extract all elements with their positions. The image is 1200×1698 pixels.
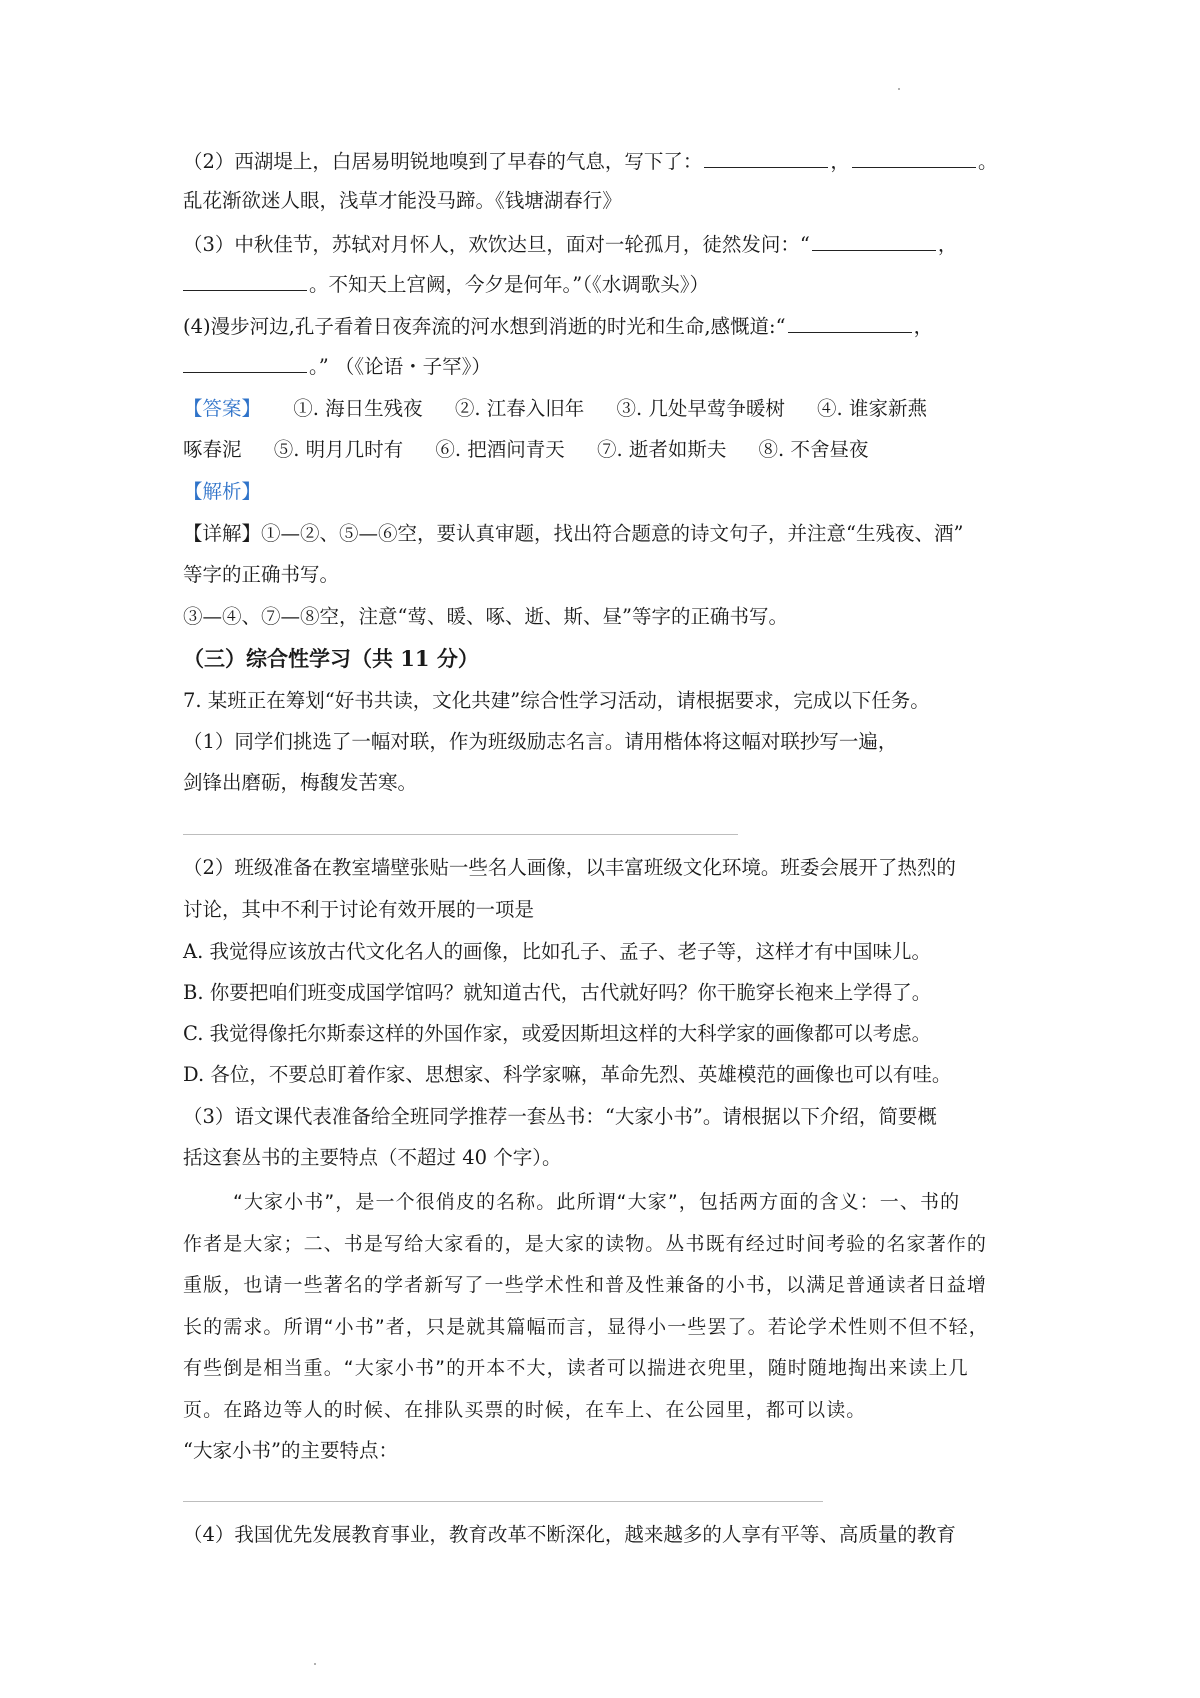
passage-line: 重版，也请一些著名的学者新写了一些学术性和普及性兼备的小书，以满足普通读者日益增	[183, 1274, 988, 1296]
scan-speck	[314, 1663, 316, 1665]
answer-blank[interactable]	[812, 228, 936, 251]
passage-line: 长的需求。所谓“小书”者，只是就其篇幅而言，显得小一些罢了。若论学术性则不但不轻，	[183, 1316, 989, 1338]
answer-item: ⑤. 明月几时有	[273, 438, 404, 461]
answer-blank[interactable]	[852, 145, 976, 168]
answer-item: ③. 几处早莺争暖树	[616, 397, 785, 420]
answer-line-2	[183, 435, 868, 465]
question-7-part-2-line-1: （2）班级准备在教室墙壁张贴一些名人画像，以丰富班级文化环境。班委会展开了热烈的	[183, 856, 956, 879]
answer-blank[interactable]	[788, 310, 912, 333]
writing-line[interactable]	[183, 834, 738, 835]
answer-item: ⑧. 不舍昼夜	[758, 438, 869, 461]
analysis-detail-line-3: ③—④、⑦—⑧空，注意“莺、暖、啄、逝、斯、昼”等字的正确书写。	[183, 605, 788, 628]
answer-item: ①. 海日生残夜	[293, 397, 423, 420]
answer-item: ②. 江春入旧年	[454, 397, 585, 420]
question-7-part-3-line-1: （3）语文课代表准备给全班同学推荐一套丛书：“大家小书”。请根据以下介绍，简要概	[183, 1105, 937, 1128]
answer-blank[interactable]	[704, 145, 828, 168]
question-7-part-1-line-1: （1）同学们挑选了一幅对联，作为班级励志名言。请用楷体将这幅对联抄写一遍，	[183, 730, 898, 753]
question-7-part-1-line-2: 剑锋出磨砺，梅馥发苦寒。	[183, 771, 418, 794]
analysis-detail-line-2: 等字的正确书写。	[183, 563, 340, 586]
answer-item: ⑥. 把酒问青天	[435, 438, 565, 461]
analysis-detail-line-1: 【详解】①—②、⑤—⑥空，要认真审题，找出符合题意的诗文句子，并注意“生残夜、酒”	[183, 522, 964, 545]
answer-item: ④. 谁家新燕	[817, 397, 927, 420]
answer-tag: 【答案】	[183, 397, 262, 420]
question-3-line-2: 。不知天上宫阙，今夕是何年。”（《水调歌头》）	[183, 268, 709, 300]
option-b[interactable]: B. 你要把咱们班变成国学馆吗？就知道古代，古代就好吗？你干脆穿长袍来上学得了。	[183, 981, 932, 1004]
question-7-stem: 7. 某班正在筹划“好书共读，文化共建”综合性学习活动，请根据要求，完成以下任务。	[183, 689, 930, 712]
section-3-title: （三）综合性学习（共 11 分）	[183, 646, 479, 671]
question-2-line-2: 乱花渐欲迷人眼，浅草才能没马蹄。《钱塘湖春行》	[183, 189, 622, 212]
writing-line[interactable]	[183, 1501, 823, 1502]
answer-blank[interactable]	[183, 350, 307, 373]
answer-blank[interactable]	[183, 268, 307, 291]
option-a[interactable]: A. 我觉得应该放古代文化名人的画像，比如孔子、孟子、老子等，这样才有中国味儿。	[183, 940, 931, 963]
question-7-part-2-line-2: 讨论，其中不利于讨论有效开展的一项是	[183, 898, 535, 921]
question-3-line-1: （3）中秋佳节，苏轼对月怀人，欢饮达旦，面对一轮孤月，徒然发问：“ ，	[183, 228, 957, 260]
question-7-part-3-prompt: “大家小书”的主要特点：	[183, 1439, 398, 1462]
question-2-line-1: （2）西湖堤上，白居易明锐地嗅到了早春的气息，写下了： ， 。	[183, 145, 997, 177]
question-7-part-4-line-1: （4）我国优先发展教育事业，教育改革不断深化，越来越多的人享有平等、高质量的教育	[183, 1523, 956, 1546]
answer-line-1	[183, 394, 927, 424]
passage-line: “大家小书”，是一个很俏皮的名称。此所谓“大家”，包括两方面的含义：一、书的	[233, 1191, 961, 1213]
passage-line: 有些倒是相当重。“大家小书”的开本不大，读者可以揣进衣兜里，随时随地掏出来读上几	[183, 1357, 969, 1379]
question-4-line-1: (4)漫步河边,孔子看着日夜奔流的河水想到消逝的时光和生命,感慨道:“ ，	[183, 310, 933, 342]
scan-speck	[898, 88, 900, 90]
answer-item: 啄春泥	[183, 438, 242, 461]
passage-line: 作者是大家；二、书是写给大家看的，是大家的读物。丛书既有经过时间考验的名家著作的	[183, 1233, 988, 1255]
passage-line: 页。在路边等人的时候、在排队买票的时候，在车上、在公园里，都可以读。	[183, 1399, 867, 1421]
question-4-line-2: 。” （《论语・子罕》）	[183, 350, 491, 382]
option-d[interactable]: D. 各位，不要总盯着作家、思想家、科学家嘛，革命先烈、英雄模范的画像也可以有哇。	[183, 1063, 952, 1086]
answer-item: ⑦. 逝者如斯夫	[596, 438, 727, 461]
question-7-part-3-line-2: 括这套丛书的主要特点（不超过 40 个字）。	[183, 1146, 562, 1169]
analysis-tag: 【解析】	[183, 480, 262, 503]
option-c[interactable]: C. 我觉得像托尔斯泰这样的外国作家，或爱因斯坦这样的大科学家的画像都可以考虑。	[183, 1022, 932, 1045]
